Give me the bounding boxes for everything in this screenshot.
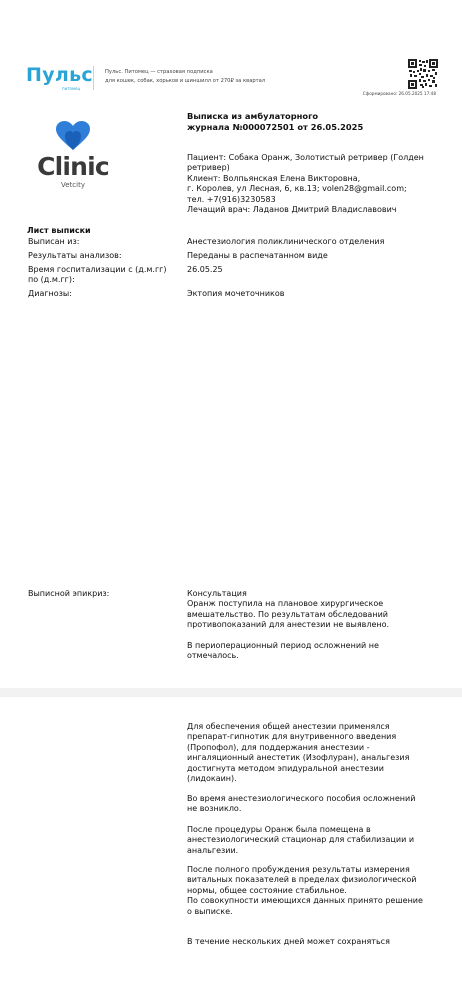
field-value-discharged-from: Анестезиология поликлинического отделения bbox=[187, 237, 385, 246]
epicrisis-paragraph-1: Консультация Оранж поступила на плановое хирургическое вмешательство. По результатам обследований противопоказаний для анестезии не выявлено. bbox=[187, 589, 390, 630]
field-label-diagnoses: Диагнозы: bbox=[28, 289, 72, 298]
heart-icon bbox=[56, 121, 90, 151]
field-value-tests: Переданы в распечатанном виде bbox=[187, 251, 328, 260]
banner-divider bbox=[93, 66, 94, 90]
epicrisis-paragraph-2: В периоперационный период осложнений не отмечалось. bbox=[187, 641, 379, 661]
page2-paragraph-1: Для обеспечения общей анестезии применялся препарат-гипнотик для внутривенного введения (Пропофол), для поддержания анестезии - ингаляционный анестетик (Изофлуран), анальгезия достигнута методом эпидуральной анестезии (лидокаин). bbox=[187, 722, 410, 784]
field-label-hospitalization: Время госпитализации с (д.м.гг) по (д.м.гг): bbox=[28, 265, 167, 285]
puls-logo-subtext: питомец bbox=[62, 86, 81, 91]
document-title bbox=[187, 111, 417, 132]
document-page-2 bbox=[0, 697, 462, 1000]
doctor-line: Лечащий врач: Ладанов Дмитрий Владиславович bbox=[187, 205, 397, 215]
clinic-logo bbox=[35, 121, 111, 193]
field-label-epicrisis: Выписной эпикриз: bbox=[28, 589, 110, 598]
patient-line: Пациент: Собака Оранж, Золотистый ретривер (Голден ретривер) bbox=[187, 153, 424, 173]
field-label-tests: Результаты анализов: bbox=[28, 251, 122, 260]
client-line-1: Клиент: Волпьянская Елена Викторовна, bbox=[187, 173, 361, 183]
promo-text: Пульс. Питомец — страховая подписка для кошек, собак, хорьков и шиншилл от 270₽ за квартал bbox=[105, 69, 266, 84]
clinic-subname: Vetcity bbox=[61, 181, 85, 189]
page2-paragraph-3: После процедуры Оранж была помещена в анестезиологический стационар для стабилизации и анальгезии. bbox=[187, 825, 415, 855]
insurance-banner[interactable] bbox=[26, 62, 436, 98]
field-value-hospitalization: 26.05.25 bbox=[187, 265, 223, 274]
generated-date: Сформировано: 26.05.2025 17:48 bbox=[362, 91, 436, 96]
field-label-discharged-from: Выписан из: bbox=[28, 237, 80, 246]
field-value-diagnoses: Эктопия мочеточников bbox=[187, 289, 285, 298]
page2-paragraph-2: Во время анестезиологического пособия осложнений не возникло. bbox=[187, 794, 416, 814]
page2-paragraph-4: После полного пробуждения результаты измерения витальных показателей в пределах физиологической нормы, общее состояние стабильное. По совокупности имеющихся данных принято решение о выписке. bbox=[187, 865, 423, 916]
patient-info bbox=[187, 153, 437, 215]
section-title: Лист выписки bbox=[27, 226, 91, 235]
page2-paragraph-5: В течение нескольких дней может сохраняться bbox=[187, 937, 390, 946]
client-line-2: г. Королев, ул Лесная, 6, кв.13; volen28@gmail.com; bbox=[187, 184, 407, 194]
title-line-2: журнала №000072501 от 26.05.2025 bbox=[187, 121, 364, 132]
clinic-name: Clinic bbox=[37, 152, 109, 181]
puls-logo: Пульс bbox=[26, 64, 93, 86]
client-phone: тел. +7(916)3230583 bbox=[187, 194, 276, 204]
title-line-1: Выписка из амбулаторного bbox=[187, 111, 319, 121]
qr-code-icon bbox=[408, 59, 438, 89]
